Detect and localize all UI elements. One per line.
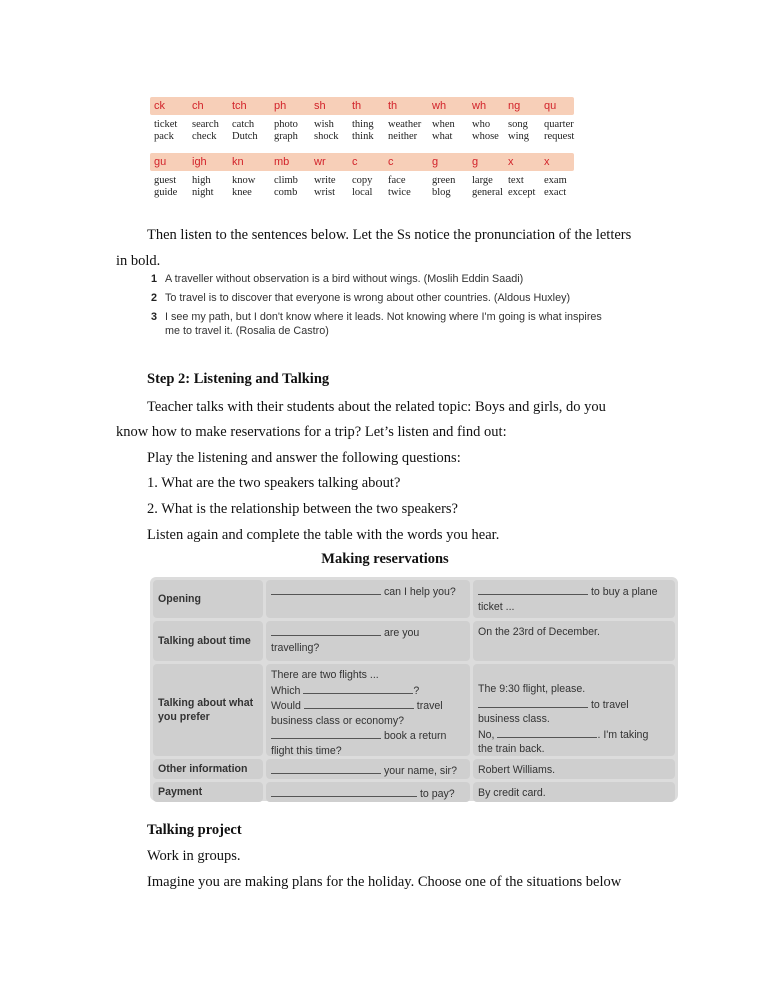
phonics-word: graph: [274, 131, 298, 142]
phonics-word-pair: [468, 175, 504, 203]
phonics-word-pair: [228, 175, 270, 203]
phonics-letter-pattern: wr: [314, 156, 326, 168]
phonics-word-pair: [348, 175, 384, 203]
phonics-word-pair: [310, 175, 348, 203]
phonics-word-pair: [428, 119, 468, 147]
phonics-word-pair: [348, 119, 384, 147]
phonics-words-row-2: [150, 171, 574, 203]
phonics-word-pair: [270, 175, 310, 203]
phonics-word: shock: [314, 131, 339, 142]
phonics-word: twice: [388, 187, 411, 198]
phonics-letter-pattern: kn: [232, 156, 244, 168]
quote-number: 3: [151, 311, 158, 323]
phonics-word-pair: [540, 119, 580, 147]
phonics-word: wrist: [314, 187, 335, 198]
phonics-word: large: [472, 175, 493, 186]
phonics-word: neither: [388, 131, 418, 142]
phonics-word: pack: [154, 131, 174, 142]
phonics-word-pair: [228, 119, 270, 147]
quote-item: [151, 310, 611, 338]
phonics-word: photo: [274, 119, 298, 130]
phonics-word: think: [352, 131, 374, 142]
row-label: Talking about what you prefer: [153, 664, 263, 756]
quote-list: [151, 272, 611, 343]
phonics-letter-pattern: ng: [508, 100, 521, 112]
phonics-letter-pattern: gu: [154, 156, 167, 168]
row-label: Talking about time: [153, 621, 263, 661]
phonics-letter-pattern: wh: [432, 100, 447, 112]
phonics-word-pair: [504, 119, 540, 147]
phonics-word-pair: [428, 175, 468, 203]
phonics-letter-pattern: x: [544, 156, 550, 168]
phonics-letter-pattern: wh: [472, 100, 487, 112]
quote-item: [151, 291, 611, 305]
speaker-a-cell: can I help you?: [266, 580, 470, 618]
table-row: [153, 782, 675, 802]
phonics-letter-pattern: g: [432, 156, 439, 168]
phonics-letter-pattern: tch: [232, 100, 247, 112]
phonics-header-row-1: [150, 97, 574, 115]
speaker-b-cell: Robert Williams.: [473, 759, 675, 779]
phonics-word: face: [388, 175, 406, 186]
phonics-word: local: [352, 187, 373, 198]
speaker-a-cell: There are two flights ... Which ? Would travel business class or economy? book a return flight this time?: [266, 664, 470, 756]
question-1: 1. What are the two speakers talking about?: [147, 475, 401, 491]
table-row: [153, 621, 675, 661]
speaker-b-cell: The 9:30 flight, please. to travel business class. No, . I'm taking the train back.: [473, 664, 675, 756]
phonics-word: night: [192, 187, 214, 198]
quote-text: To travel is to discover that everyone is wrong about other countries. (Aldous Huxley): [165, 292, 571, 304]
phonics-word: write: [314, 175, 336, 186]
phonics-word-pair: [384, 175, 428, 203]
phonics-word-pair: [188, 119, 228, 147]
listen-again-instruction: Listen again and complete the table with the words you hear.: [147, 527, 500, 543]
phonics-words-row-1: [150, 115, 574, 147]
phonics-letter-pattern: c: [388, 156, 394, 168]
phonics-word: thing: [352, 119, 374, 130]
step2-paragraph-line-1: Teacher talks with their students about the related topic: Boys and girls, do you: [147, 399, 606, 415]
phonics-word: song: [508, 119, 528, 130]
table-row: [153, 759, 675, 779]
phonics-chart: [150, 97, 574, 203]
talking-project-heading: Talking project: [147, 822, 242, 838]
speaker-b-cell: On the 23rd of December.: [473, 621, 675, 661]
table-row: [153, 580, 675, 618]
phonics-letter-pattern: th: [388, 100, 398, 112]
row-label: Payment: [153, 782, 263, 802]
phonics-word-pair: [384, 119, 428, 147]
phonics-word: exam: [544, 175, 567, 186]
phonics-word: high: [192, 175, 211, 186]
phonics-letter-pattern: igh: [192, 156, 207, 168]
phonics-letter-pattern: ph: [274, 100, 287, 112]
speaker-b-cell: to buy a plane ticket ...: [473, 580, 675, 618]
phonics-word: quarter: [544, 119, 574, 130]
phonics-word: exact: [544, 187, 567, 198]
table-title: Making reservations: [321, 551, 449, 567]
phonics-letter-pattern: ch: [192, 100, 204, 112]
phonics-word: knee: [232, 187, 252, 198]
quote-item: [151, 272, 611, 286]
phonics-letter-pattern: g: [472, 156, 479, 168]
phonics-letter-pattern: x: [508, 156, 514, 168]
phonics-word: text: [508, 175, 524, 186]
quote-number: 1: [151, 273, 158, 285]
intro-line-2: in bold.: [116, 253, 161, 269]
row-label: Other information: [153, 759, 263, 779]
play-instruction: Play the listening and answer the following questions:: [147, 450, 461, 466]
phonics-word: guest: [154, 175, 177, 186]
phonics-word: except: [508, 187, 536, 198]
phonics-word-pair: [310, 119, 348, 147]
speaker-a-cell: your name, sir?: [266, 759, 470, 779]
phonics-word: request: [544, 131, 575, 142]
phonics-word: Dutch: [232, 131, 258, 142]
phonics-word: ticket: [154, 119, 178, 130]
phonics-word: when: [432, 119, 455, 130]
imagine-line: Imagine you are making plans for the holiday. Choose one of the situations below: [147, 874, 622, 890]
quote-text: A traveller without observation is a bird without wings. (Moslih Eddin Saadi): [165, 273, 524, 285]
row-label: Opening: [153, 580, 263, 618]
phonics-word-pair: [270, 119, 310, 147]
phonics-letter-pattern: mb: [274, 156, 290, 168]
phonics-letter-pattern: ck: [154, 100, 165, 112]
phonics-word-pair: [468, 119, 504, 147]
work-groups-line: Work in groups.: [147, 848, 241, 864]
phonics-word: wing: [508, 131, 529, 142]
phonics-letter-pattern: th: [352, 100, 362, 112]
phonics-word: catch: [232, 119, 255, 130]
phonics-word: climb: [274, 175, 298, 186]
step2-heading: Step 2: Listening and Talking: [147, 371, 330, 387]
phonics-word: wish: [314, 119, 334, 130]
reservation-table: [150, 577, 678, 801]
phonics-word-pair: [540, 175, 580, 203]
phonics-word: know: [232, 175, 256, 186]
quote-number: 2: [151, 292, 158, 304]
phonics-word-pair: [150, 175, 188, 203]
phonics-letter-pattern: qu: [544, 100, 557, 112]
phonics-word: copy: [352, 175, 373, 186]
phonics-word-pair: [150, 119, 188, 147]
phonics-letter-pattern: sh: [314, 100, 326, 112]
speaker-a-cell: are you travelling?: [266, 621, 470, 661]
phonics-word: who: [472, 119, 491, 130]
phonics-word: what: [432, 131, 453, 142]
phonics-letter-pattern: c: [352, 156, 358, 168]
phonics-word: green: [432, 175, 456, 186]
phonics-word: general: [472, 187, 503, 198]
intro-line-1: Then listen to the sentences below. Let the Ss notice the pronunciation of the letters: [147, 227, 632, 243]
phonics-word: check: [192, 131, 217, 142]
phonics-header-row-2: [150, 153, 574, 171]
speaker-a-cell: to pay?: [266, 782, 470, 802]
speaker-b-cell: By credit card.: [473, 782, 675, 802]
table-row: [153, 664, 675, 756]
step2-paragraph-line-2: know how to make reservations for a trip? Let’s listen and find out:: [116, 424, 507, 440]
quote-text: I see my path, but I don't know where it leads. Not knowing where I'm going is what inspires me to travel it. (Rosalia de Castro): [165, 311, 602, 337]
phonics-word: weather: [388, 119, 422, 130]
phonics-word: guide: [154, 187, 178, 198]
phonics-word-pair: [504, 175, 540, 203]
phonics-word: search: [192, 119, 219, 130]
phonics-word: comb: [274, 187, 298, 198]
phonics-word: blog: [432, 187, 451, 198]
phonics-word-pair: [188, 175, 228, 203]
phonics-word: whose: [472, 131, 499, 142]
question-2: 2. What is the relationship between the two speakers?: [147, 501, 458, 517]
